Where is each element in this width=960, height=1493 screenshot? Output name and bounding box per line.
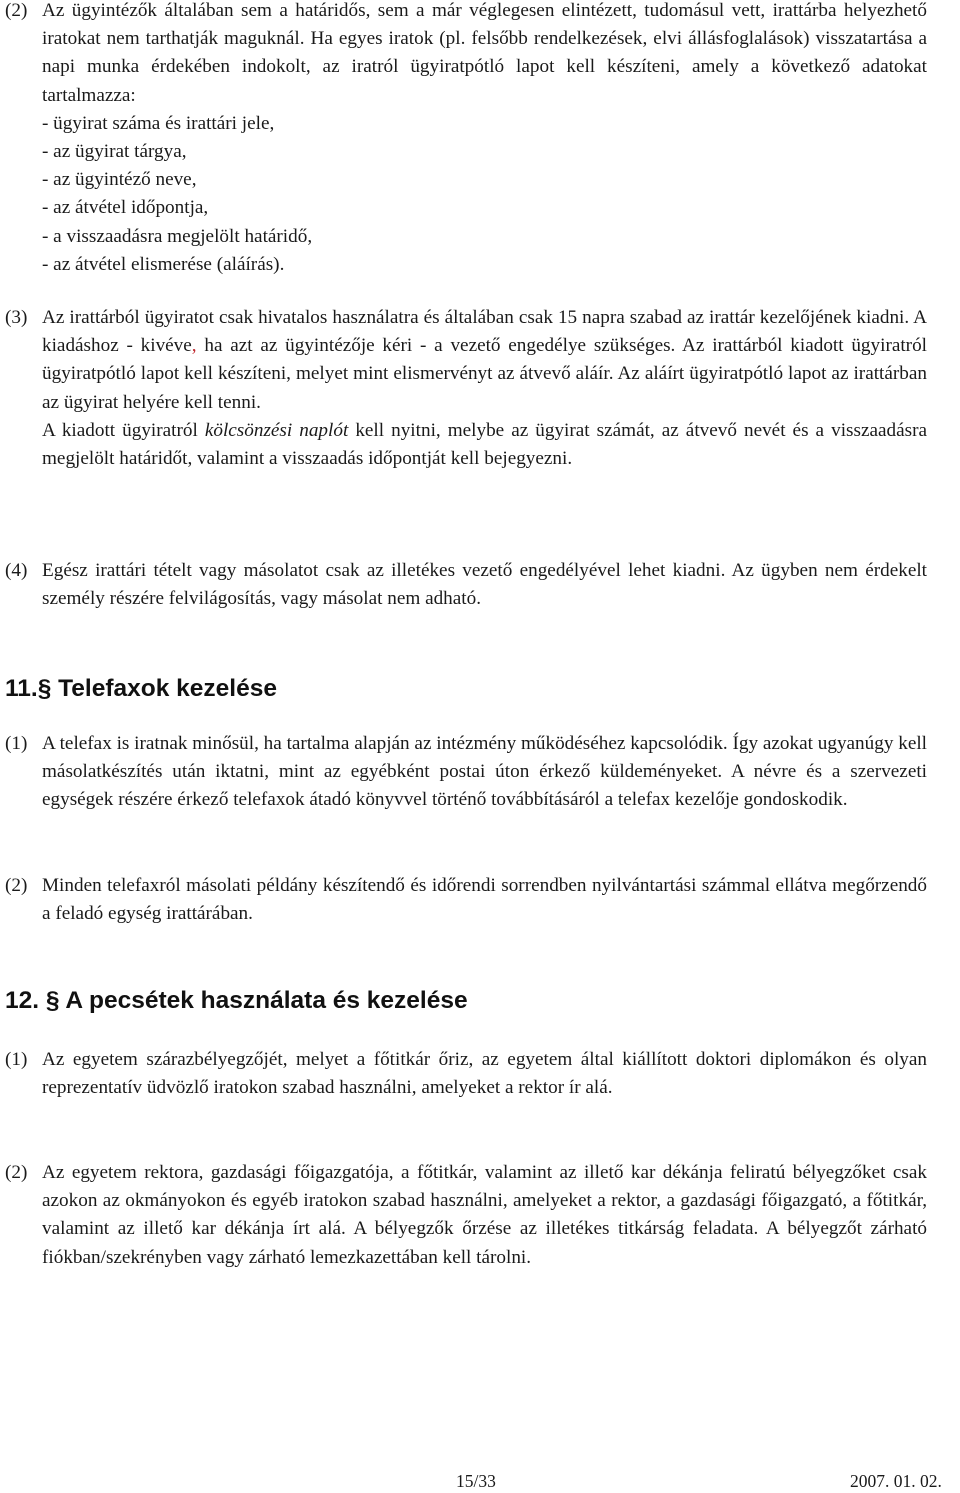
paragraph-text: Az ügyintézők általában sem a határidős, sem a már véglegesen elintézett, tudomásul vett, irattárba helyezhető iratokat nem tarthatják maguknál. Ha egyes iratok (pl. felsőbb rendelkezések, elvi állásfoglalások) visszatartása a napi munka érdekében indokolt, az iratról ügyiratpótló lapot kell készíteni, amely a következő adatokat tartalmazza: (42, 0, 927, 106)
paragraph-number: (2) (5, 0, 28, 21)
paragraph-text: A kiadott ügyiratról (42, 419, 205, 441)
section-11-paragraph-2 (5, 872, 927, 928)
paragraph-text: Az irattárból ügyiratot csak hivatalos használatra és általában csak 15 napra szabad az irattár kezelőjének kiadni. A kiadáshoz - kivéve (42, 307, 927, 357)
list-item: - az ügyintéző neve, (42, 169, 197, 191)
section-12-paragraph-1 (5, 1046, 927, 1102)
paragraph-3 (5, 304, 927, 473)
paragraph-4 (5, 557, 927, 613)
paragraph-number: (2) (5, 875, 28, 896)
page-number: 15/33 (456, 1471, 496, 1491)
document-date: 2007. 01. 02. (850, 1471, 942, 1491)
paragraph-number: (1) (5, 1049, 28, 1070)
paragraph-text: kell nyitni, melybe az ügyirat számát, az átvevő nevét és a visszaadásra megjelölt határidőt, valamint a visszaadás időpontját kell bejegyezni. (42, 419, 927, 470)
paragraph-number: (1) (5, 733, 28, 754)
paragraph-body (42, 0, 927, 279)
paragraph-text-block (42, 304, 927, 417)
paragraph-body: Egész irattári tételt vagy másolatot csak az illetékes vezető engedélyével lehet kiadni. Az ügyben nem érdekelt személy részére felvilágosítás, vagy másolat nem adható. (42, 560, 927, 610)
paragraph-body: A telefax is iratnak minősül, ha tartalma alapján az intézmény működéséhez kapcsolódik. Így azokat ugyanúgy kell másolatkészítés után iktatni, mint az egyébként postai úton érkező küldeményeket. A névre és a szervezeti egységek részére érkező telefaxok átadó könyvvel történő továbbításáról a telefax kezelője gondoskodik. (42, 733, 927, 811)
paragraph-body: Az egyetem rektora, gazdasági főigazgatója, a főtitkár, valamint az illető kar dékánja feliratú bélyegzőket csak azokon az okmányokon és egyéb iratokon szabad használni, amelyeket a rektor, a gazdasági főigazgató, a főtitkár, valamint az illető kar dékánja írt alá. A bélyegzők őrzése az illetékes titkárság feladata. A bélyegzőt zárható fiókban/szekrényben vagy zárható lemezkazettában kell tárolni. (42, 1162, 927, 1268)
italic-term: kölcsönzési naplót (204, 419, 349, 441)
section-11-paragraph-1 (5, 730, 927, 815)
paragraph-number: (4) (5, 560, 28, 581)
list-item: - az átvétel időpontja, (42, 197, 209, 219)
paragraph-body (42, 304, 927, 473)
section-12-paragraph-2 (5, 1159, 927, 1272)
paragraph-body: Az egyetem szárazbélyegzőjét, melyet a főtitkár őriz, az egyetem által kiállított doktori diplomákon és olyan reprezentatív üdvözlő iratokon szabad használni, amelyeket a rektor ír alá. (42, 1049, 927, 1099)
paragraph-text: ha azt az ügyintézője kéri - a vezető engedélye szükséges. Az irattárból kiadott ügyiratról ügyiratpótló lapot kell készíteni, melyet mint elismervényt az átvevő aláír. Az aláírt ügyiratpótló lapot az irattárban az ügyirat helyére kell tenni. (42, 335, 927, 413)
list-item: - az ügyirat tárgya, (42, 141, 187, 163)
list-item: - a visszaadásra megjelölt határidő, (42, 225, 313, 247)
list-item: - az átvétel elismerése (aláírás). (42, 253, 285, 275)
list-item: - ügyirat száma és irattári jele, (42, 112, 275, 134)
paragraph-body: Minden telefaxról másolati példány készítendő és időrendi sorrendben nyilvántartási számmal ellátva megőrzendő a feladó egység irattárában. (42, 875, 927, 925)
paragraph-number: (3) (5, 307, 28, 328)
red-comma: , (191, 335, 197, 357)
paragraph-number: (2) (5, 1162, 28, 1183)
paragraph-2 (5, 0, 927, 279)
section-heading-11: 11.§ Telefaxok kezelése (5, 675, 277, 702)
section-heading-12: 12. § A pecsétek használata és kezelése (5, 987, 468, 1014)
paragraph-text-block (42, 417, 927, 473)
